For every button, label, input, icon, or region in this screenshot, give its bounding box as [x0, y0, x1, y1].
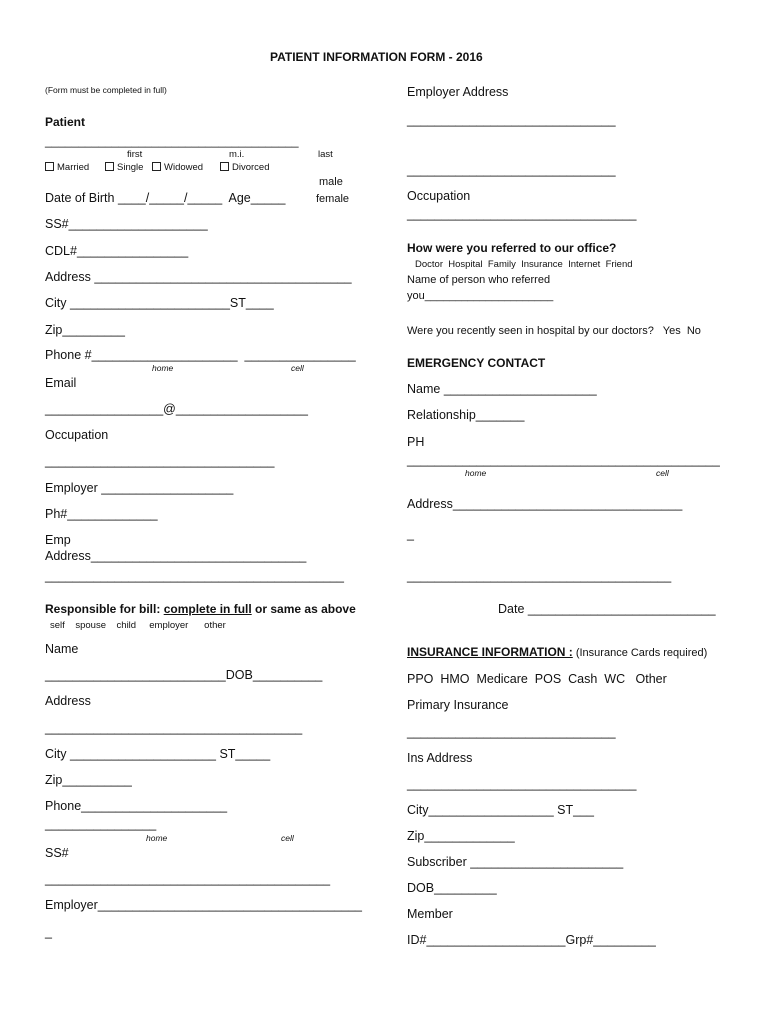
referral-question: How were you referred to our office? — [407, 241, 617, 255]
patient-name-field[interactable]: ______________________________________ — [45, 134, 299, 148]
primary-insurance-field[interactable]: ______________________________ — [407, 725, 616, 739]
resp-phone-line[interactable]: ________________ — [45, 817, 157, 831]
resp-dash: _ — [45, 925, 52, 939]
gender-male[interactable]: male — [319, 176, 343, 188]
resp-ssn-field[interactable]: _________________________________________ — [45, 872, 331, 886]
dob-age-field[interactable]: Date of Birth ____/_____/_____ Age_____ — [45, 191, 286, 205]
address-field[interactable]: Address _____________________________________ — [45, 270, 352, 284]
right-occupation-label: Occupation — [407, 189, 471, 203]
resp-zip-field[interactable]: Zip__________ — [45, 773, 132, 787]
employer-address-label: Employer Address — [407, 85, 509, 99]
resp-name-label: Name — [45, 642, 79, 656]
hospital-question[interactable]: Were you recently seen in hospital by our doctors? Yes No — [407, 325, 701, 337]
ec-dash: _ — [407, 527, 414, 541]
employer-address-field-1[interactable]: ______________________________ — [407, 113, 616, 127]
resp-phone-home-label: home — [146, 833, 168, 843]
checkbox-icon[interactable] — [220, 162, 229, 171]
cdl-field[interactable]: CDL#________________ — [45, 244, 189, 258]
checkbox-icon[interactable] — [105, 162, 114, 171]
zip-field[interactable]: Zip_________ — [45, 323, 125, 337]
referral-options[interactable]: Doctor Hospital Family Insurance Internet Friend — [415, 259, 633, 270]
phone-field[interactable]: Phone #_____________________ ________________ — [45, 348, 356, 362]
email-field[interactable]: _________________@___________________ — [45, 402, 308, 416]
employer-field[interactable]: Employer ___________________ — [45, 481, 234, 495]
email-label: Email — [45, 376, 77, 390]
name-last-label: last — [318, 149, 333, 160]
form-note: (Form must be completed in full) — [45, 85, 167, 95]
resp-address-field[interactable]: _____________________________________ — [45, 721, 303, 735]
checkbox-icon[interactable] — [152, 162, 161, 171]
ec-home-label: home — [465, 468, 487, 478]
resp-phone-field[interactable]: Phone_____________________ — [45, 799, 228, 813]
ec-relationship-field[interactable]: Relationship_______ — [407, 408, 525, 422]
resp-city-field[interactable]: City _____________________ ST_____ — [45, 747, 271, 761]
page-title: PATIENT INFORMATION FORM - 2016 — [270, 50, 483, 64]
date-field[interactable]: Date ___________________________ — [498, 602, 716, 616]
member-label: Member — [407, 907, 453, 921]
gender-female[interactable]: female — [316, 193, 350, 205]
primary-insurance-label: Primary Insurance — [407, 698, 509, 712]
employer-address-field-2[interactable]: ______________________________ — [407, 163, 616, 177]
referrer-name-field[interactable]: you_____________________ — [407, 290, 554, 302]
ec-ph-field[interactable]: _____________________________________________ — [407, 453, 720, 467]
resp-address-label: Address — [45, 694, 91, 708]
ec-cell-label: cell — [656, 468, 669, 478]
resp-phone-cell-label: cell — [281, 833, 294, 843]
referrer-name-label: Name of person who referred — [407, 274, 551, 286]
ssn-field[interactable]: SS#____________________ — [45, 217, 208, 231]
occupation-field[interactable]: _________________________________ — [45, 454, 275, 468]
emergency-contact-heading: EMERGENCY CONTACT — [407, 356, 546, 370]
ec-ph-label: PH — [407, 435, 425, 449]
ins-city-field[interactable]: City__________________ ST___ — [407, 803, 594, 817]
resp-employer-field[interactable]: Employer______________________________________ — [45, 898, 362, 912]
marital-single[interactable]: Single — [105, 162, 143, 173]
ins-zip-field[interactable]: Zip_____________ — [407, 829, 515, 843]
resp-ssn-label: SS# — [45, 846, 69, 860]
ec-address-field[interactable]: Address_________________________________ — [407, 497, 683, 511]
insurance-heading: INSURANCE INFORMATION : (Insurance Cards required) — [407, 645, 708, 659]
phone-home-label: home — [152, 363, 174, 373]
right-occupation-field[interactable]: _________________________________ — [407, 207, 637, 221]
responsible-heading: Responsible for bill: complete in full or same as above — [45, 602, 356, 616]
occupation-label: Occupation — [45, 428, 109, 442]
resp-name-dob-field[interactable]: __________________________DOB__________ — [45, 668, 323, 682]
employer-phone-field[interactable]: Ph#_____________ — [45, 507, 158, 521]
marital-married[interactable]: Married — [45, 162, 89, 173]
ins-address-label: Ins Address — [407, 751, 473, 765]
checkbox-icon[interactable] — [45, 162, 54, 171]
marital-divorced[interactable]: Divorced — [220, 162, 270, 173]
emp-address-line[interactable]: ___________________________________________ — [45, 569, 344, 583]
subscriber-field[interactable]: Subscriber ______________________ — [407, 855, 624, 869]
insurance-types[interactable]: PPO HMO Medicare POS Cash WC Other — [407, 672, 667, 686]
emp-address-field[interactable]: Address_______________________________ — [45, 549, 307, 563]
patient-heading: Patient — [45, 115, 86, 129]
ins-address-field[interactable]: _________________________________ — [407, 777, 637, 791]
member-id-group-field[interactable]: ID#____________________Grp#_________ — [407, 933, 656, 947]
ec-address-line[interactable]: ______________________________________ — [407, 569, 672, 583]
name-first-label: first — [127, 149, 143, 160]
phone-cell-label: cell — [291, 363, 304, 373]
name-mi-label: m.i. — [229, 149, 245, 160]
responsible-options[interactable]: self spouse child employer other — [50, 620, 226, 631]
marital-widowed[interactable]: Widowed — [152, 162, 203, 173]
ec-name-field[interactable]: Name ______________________ — [407, 382, 597, 396]
ins-dob-field[interactable]: DOB_________ — [407, 881, 497, 895]
city-state-field[interactable]: City _______________________ST____ — [45, 296, 274, 310]
emp-label: Emp — [45, 533, 71, 547]
